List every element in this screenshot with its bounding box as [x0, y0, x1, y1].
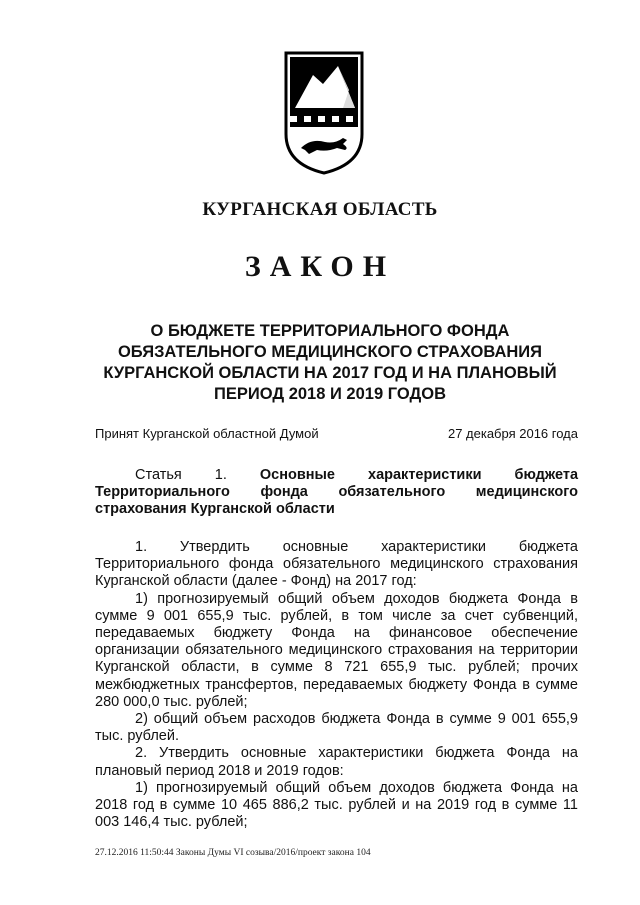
law-title-line: О БЮДЖЕТЕ ТЕРРИТОРИАЛЬНОГО ФОНДА	[150, 322, 510, 340]
body-paragraph: 2) общий объем расходов бюджета Фонда в сумме 9 001 655,9 тыс. рублей.	[95, 711, 578, 745]
law-title-line: КУРГАНСКОЙ ОБЛАСТИ НА 2017 ГОД И НА ПЛАНОВЫЙ	[103, 364, 557, 382]
adopted-by: Принят Курганской областной Думой	[95, 426, 319, 441]
document-type-heading: ЗАКОН	[244, 250, 396, 283]
body-paragraph: 2. Утвердить основные характеристики бюджета Фонда на плановый период 2018 и 2019 годов:	[95, 745, 578, 779]
law-title-line: ОБЯЗАТЕЛЬНОГО МЕДИЦИНСКОГО СТРАХОВАНИЯ	[117, 343, 543, 361]
body-paragraph: 1) прогнозируемый общий объем доходов бюджета Фонда на 2018 год в сумме 10 465 886,2 тыс. рублей и на 2019 год в сумме 11 003 146,4 тыс. рублей;	[95, 779, 578, 831]
article-heading	[95, 467, 578, 519]
article-title: Основные характеристики бюджета Территориального фонда обязательного медицинского страхования Курганской области	[95, 467, 579, 518]
body-paragraph: 1. Утвердить основные характеристики бюджета Территориального фонда обязательного медицинского страхования Курганской области (далее - Фонд) на 2017 год:	[95, 539, 578, 590]
footer-file-path: 27.12.2016 11:50:44 Законы Думы VI созыва/2016/проект закона 104	[95, 848, 371, 858]
article-label: Статья 1.	[135, 467, 227, 483]
law-title	[95, 321, 565, 405]
article-body	[95, 539, 578, 831]
adoption-date: 27 декабря 2016 года	[447, 426, 578, 441]
region-heading: КУРГАНСКАЯ ОБЛАСТЬ	[202, 199, 438, 220]
law-title-line: ПЕРИОД 2018 И 2019 ГОДОВ	[214, 385, 446, 403]
coat-of-arms-icon	[283, 50, 365, 176]
body-paragraph: 1) прогнозируемый общий объем доходов бюджета Фонда в сумме 9 001 655,9 тыс. рублей, в том числе за счет субвенций, передаваемых бюджету Фонда на финансовое обеспечение организации обязательного медицинского страхования на территории Курганской области, в сумме 8 721 655,9 тыс. рублей; прочих межбюджетных трансфертов, передаваемых бюджету Фонда в сумме 280 000,0 тыс. рублей;	[95, 590, 578, 710]
